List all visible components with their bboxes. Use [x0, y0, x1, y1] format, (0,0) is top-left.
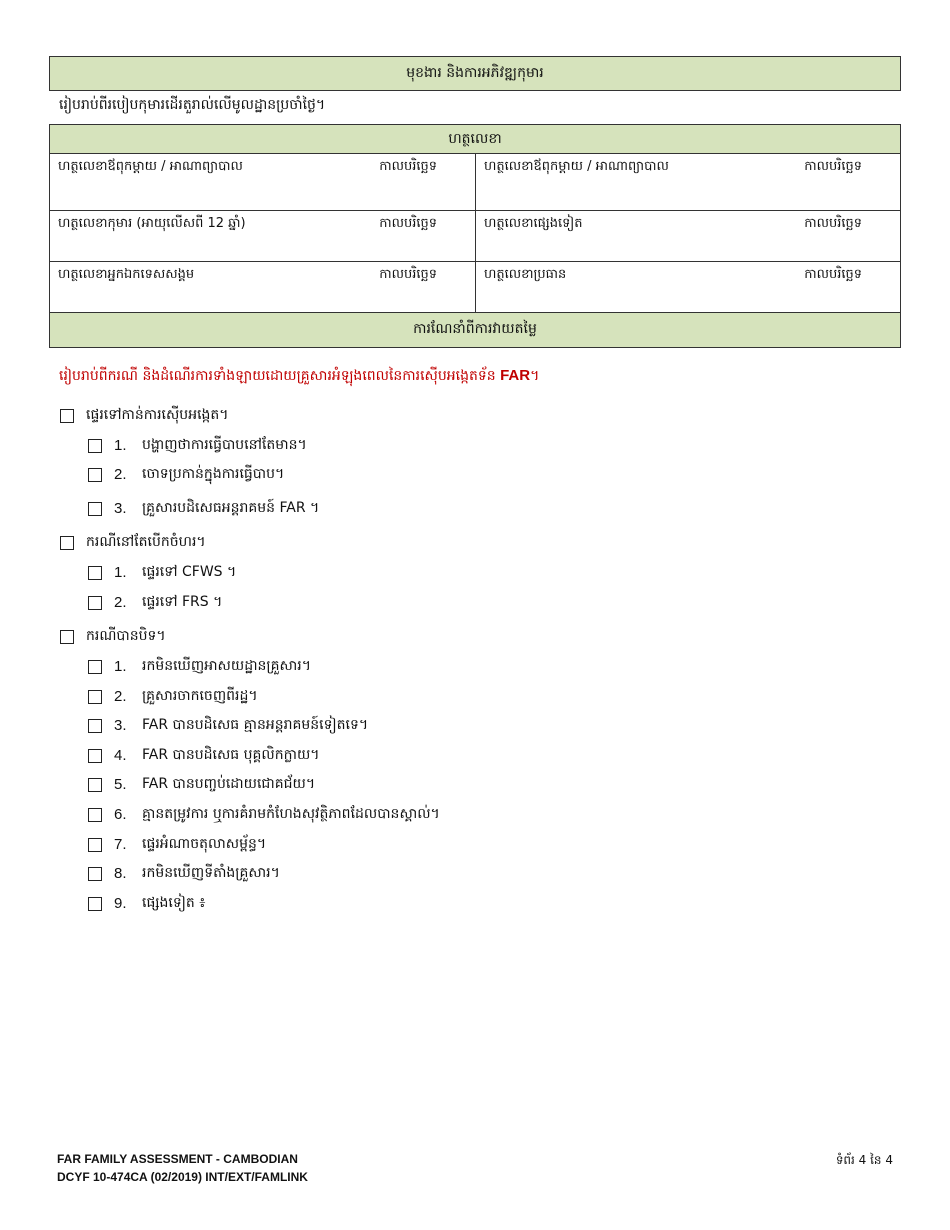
option-text: FAR បានបដិសេធ គ្មានអន្តរាគមន៍ទៀតទេ។ — [142, 717, 369, 733]
option-number: 4. — [114, 747, 127, 764]
option-text: ផ្ទេរអំណាចតុលាសម្ព័ន្ធ។ — [142, 836, 267, 852]
option-text: ចោទប្រកាន់ក្នុងការធ្វើបាប។ — [142, 466, 285, 482]
signature-cell[interactable] — [475, 154, 900, 210]
option-row[interactable] — [88, 804, 440, 825]
option-text: FAR បានបញ្ចប់ដោយជោគជ័យ។ — [142, 776, 316, 792]
option-number: 6. — [114, 806, 127, 823]
option-text: គ្រួសារចាកចេញពីរដ្ឋ។ — [142, 688, 258, 704]
signature-label: ហត្ថលេខាផ្សេងទៀត — [484, 216, 583, 231]
option-text: ផ្ទេរទៅ FRS ។ — [142, 594, 223, 610]
option-row[interactable] — [88, 656, 311, 677]
checkbox[interactable] — [88, 502, 102, 516]
option-number: 8. — [114, 865, 127, 882]
checkbox[interactable] — [60, 630, 74, 644]
date-label: កាលបរិច្ឆេទ — [379, 216, 437, 231]
section-instruction: រៀបរាប់ពីរបៀបកុមារដើរតួរាល់លើមូលដ្ឋានប្រចាំថ្ងៃ។ — [59, 97, 326, 113]
signature-cell[interactable] — [475, 262, 900, 314]
checkbox[interactable] — [88, 867, 102, 881]
option-row[interactable] — [88, 715, 368, 736]
checkbox[interactable] — [88, 778, 102, 792]
checkbox[interactable] — [88, 749, 102, 763]
option-number: 3. — [114, 717, 127, 734]
option-row[interactable] — [88, 498, 319, 519]
option-number: 1. — [114, 564, 127, 581]
signature-cell[interactable] — [50, 262, 475, 314]
checkbox[interactable] — [88, 838, 102, 852]
option-row[interactable] — [88, 464, 284, 485]
far-label: FAR — [500, 367, 531, 384]
signatures-title: ហត្ថលេខា — [50, 125, 900, 154]
checkbox[interactable] — [88, 719, 102, 733]
signature-cell[interactable] — [50, 154, 475, 210]
option-text: គ្មានតម្រូវការ ឬការគំរាមកំហែងសុវត្ថិភាពដែលបានស្គាល់។ — [142, 806, 440, 822]
date-label: កាលបរិច្ឆេទ — [804, 216, 862, 231]
checkbox[interactable] — [60, 409, 74, 423]
checkbox[interactable] — [88, 596, 102, 610]
option-number: 1. — [114, 658, 127, 675]
option-number: 2. — [114, 466, 127, 483]
section-header: មុខងារ និងការអភិវឌ្ឍកុមារ — [49, 56, 901, 91]
signature-cell[interactable] — [475, 211, 900, 261]
option-row[interactable] — [88, 774, 315, 795]
group-label: ករណីបានបិទ។ — [86, 628, 166, 644]
footer-form-code: DCYF 10-474CA (02/2019) INT/EXT/FAMLINK — [57, 1170, 308, 1184]
option-text: បង្ហាញថាការធ្វើបាបនៅតែមាន។ — [142, 437, 307, 453]
instruction-end: ។ — [530, 368, 540, 384]
date-label: កាលបរិច្ឆេទ — [804, 159, 862, 174]
option-row[interactable] — [88, 863, 280, 884]
option-text: គ្រួសារបដិសេធអន្តរាគមន៍ FAR ។ — [142, 500, 320, 516]
recommendation-instruction — [59, 366, 539, 387]
checkbox[interactable] — [60, 536, 74, 550]
option-row[interactable] — [88, 562, 236, 583]
option-number: 2. — [114, 688, 127, 705]
signature-label: ហត្ថលេខាឪពុកម្ដាយ / អាណាព្យាបាល — [484, 159, 669, 174]
signature-cell[interactable] — [50, 211, 475, 261]
date-label: កាលបរិច្ឆេទ — [804, 267, 862, 282]
group-checkbox-closed[interactable] — [60, 626, 166, 647]
checkbox[interactable] — [88, 897, 102, 911]
option-text: រកមិនឃើញទីតាំងគ្រួសារ។ — [142, 865, 280, 881]
signature-label: ហត្ថលេខាកុមារ (អាយុលើសពី 12 ឆ្នាំ) — [58, 216, 246, 231]
group-label: ផ្ទេរទៅកាន់ការស៊ើបអង្កេត។ — [86, 407, 229, 423]
signature-label: ហត្ថលេខាប្រធាន — [484, 267, 567, 282]
option-row[interactable] — [88, 834, 266, 855]
option-number: 9. — [114, 895, 127, 912]
option-text: ផ្សេងទៀត ៖ — [142, 895, 206, 911]
checkbox[interactable] — [88, 690, 102, 704]
signature-label: ហត្ថលេខាឪពុកម្ដាយ / អាណាព្យាបាល — [58, 159, 243, 174]
option-row[interactable] — [88, 893, 205, 914]
group-label: ករណីនៅតែបើកចំហរ។ — [86, 534, 206, 550]
option-row[interactable] — [88, 435, 307, 456]
signature-row — [50, 211, 900, 262]
option-row[interactable] — [88, 745, 320, 766]
date-label: កាលបរិច្ឆេទ — [379, 267, 437, 282]
option-number: 5. — [114, 776, 127, 793]
option-number: 2. — [114, 594, 127, 611]
option-number: 3. — [114, 500, 127, 517]
option-row[interactable] — [88, 686, 258, 707]
option-text: រកមិនឃើញអាសយដ្ឋានគ្រួសារ។ — [142, 658, 311, 674]
checkbox[interactable] — [88, 439, 102, 453]
signature-row — [50, 154, 900, 211]
option-number: 7. — [114, 836, 127, 853]
group-checkbox-open[interactable] — [60, 532, 206, 553]
signature-row — [50, 262, 900, 314]
footer-form-title: FAR FAMILY ASSESSMENT - CAMBODIAN — [57, 1152, 298, 1166]
instruction-text: រៀបរាប់ពីករណី និងដំណើរការទាំងឡាយដោយគ្រួសារអំឡុងពេលនៃការស៊ើបអង្កេតទ័ន — [59, 368, 501, 384]
signature-label: ហត្ថលេខាអ្នកឯកទេសសង្គម — [58, 267, 195, 282]
checkbox[interactable] — [88, 468, 102, 482]
option-row[interactable] — [88, 592, 222, 613]
checkbox[interactable] — [88, 808, 102, 822]
recommendation-header: ការណែនាំពីការវាយតម្លៃ — [49, 312, 901, 348]
option-number: 1. — [114, 437, 127, 454]
date-label: កាលបរិច្ឆេទ — [379, 159, 437, 174]
option-text: FAR បានបដិសេធ បុគ្គលិកក្លាយ។ — [142, 747, 320, 763]
checkbox[interactable] — [88, 566, 102, 580]
signatures-table — [49, 124, 901, 315]
page-number: ទំព័រ 4 នៃ 4 — [835, 1153, 893, 1167]
option-text: ផ្ទេរទៅ CFWS ។ — [142, 564, 237, 580]
checkbox[interactable] — [88, 660, 102, 674]
group-checkbox-investigation[interactable] — [60, 405, 229, 426]
